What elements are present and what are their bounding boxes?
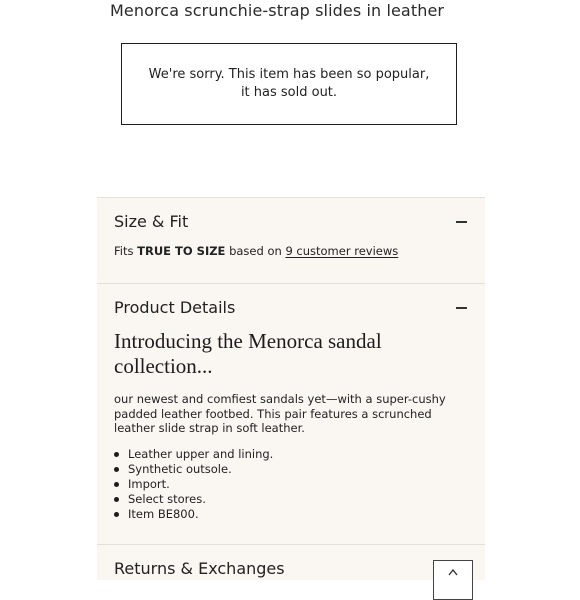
product-details-section bbox=[97, 284, 485, 544]
fit-emphasis: TRUE TO SIZE bbox=[137, 244, 226, 258]
minus-icon[interactable] bbox=[456, 221, 467, 223]
size-fit-section bbox=[97, 198, 485, 283]
product-details-header[interactable]: Product Details bbox=[114, 298, 236, 317]
fit-middle: based on bbox=[225, 244, 286, 258]
list-item: Synthetic outsole. bbox=[97, 462, 273, 477]
back-to-top-button[interactable] bbox=[433, 560, 473, 600]
returns-section bbox=[97, 545, 485, 580]
list-item: Select stores. bbox=[97, 492, 273, 507]
chevron-up-icon bbox=[448, 568, 458, 576]
customer-reviews-link[interactable]: 9 customer reviews bbox=[285, 244, 399, 258]
fit-prefix: Fits bbox=[114, 244, 138, 258]
size-fit-header[interactable]: Size & Fit bbox=[114, 212, 189, 231]
minus-icon[interactable] bbox=[456, 307, 467, 309]
sold-out-message: We're sorry. This item has been so popular, it has sold out. bbox=[148, 67, 430, 100]
product-header bbox=[97, 0, 485, 197]
details-description: our newest and comfiest sandals yet—with a super-cushy padded leather footbed. This pair features a scrunched leather slide strap in soft leather. bbox=[114, 392, 446, 435]
product-panel bbox=[97, 0, 485, 580]
product-title: Menorca scrunchie-strap slides in leather bbox=[110, 1, 445, 20]
fit-summary bbox=[114, 244, 398, 258]
sold-out-notice bbox=[121, 43, 457, 125]
details-bullet-list bbox=[97, 447, 273, 522]
list-item: Import. bbox=[97, 477, 273, 492]
details-headline: Introducing the Menorca sandal collection... bbox=[114, 329, 382, 378]
list-item: Leather upper and lining. bbox=[97, 447, 273, 462]
returns-header[interactable]: Returns & Exchanges bbox=[114, 559, 285, 578]
list-item: Item BE800. bbox=[97, 507, 273, 522]
